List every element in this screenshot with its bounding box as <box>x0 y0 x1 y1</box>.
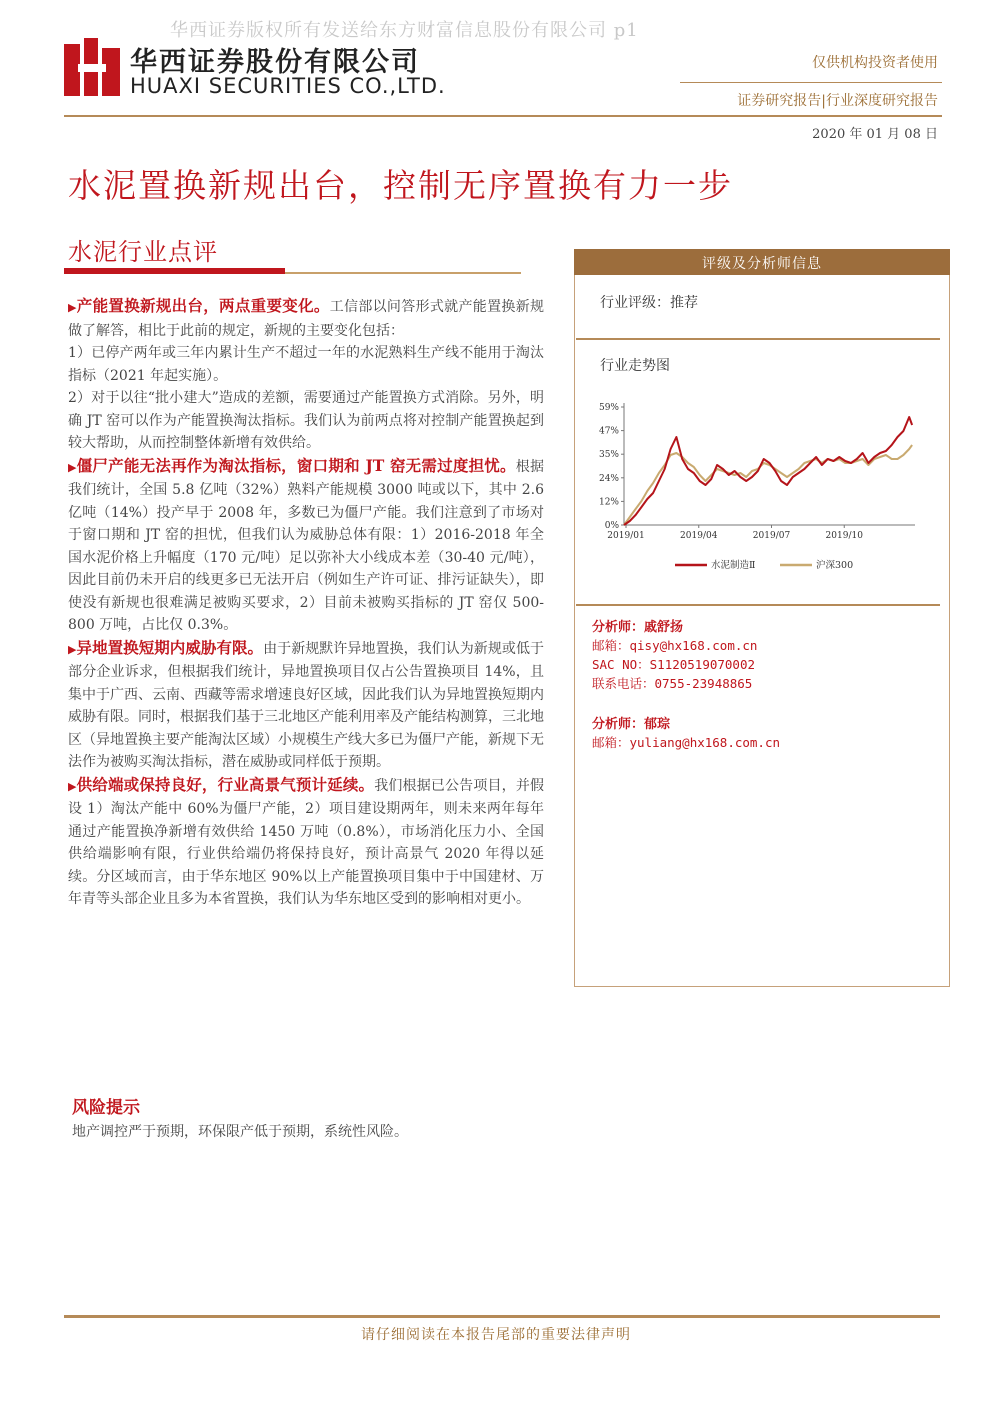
chart-y-tick-label: 59% <box>598 403 619 413</box>
footer-rule <box>64 1315 940 1318</box>
risk-title: 风险提示 <box>72 1098 140 1118</box>
paragraph-1-item-2: 2）对于以往“批小建大”造成的差额，需要通过产能置换方式消除。另外，明确 JT 窑可以作为产能置换淘汰指标。我们认为前两点将对控制产能置换起到较大帮助，从而控制整体新增有效供给。 <box>68 390 544 451</box>
analyst-email[interactable]: 邮箱：yuliang@hx168.com.cn <box>592 735 781 750</box>
chart-x-tick-label: 2019/04 <box>680 531 718 541</box>
analyst-sac-number: SAC NO：S1120519070002 <box>592 657 756 672</box>
risk-text: 地产调控严于预期，环保限产低于预期，系统性风险。 <box>72 1124 408 1140</box>
report-date: 2020 年 01 月 08 日 <box>812 127 938 142</box>
bullet-arrow-icon: ▶ <box>68 460 77 474</box>
industry-rating: 行业评级：推荐 <box>600 295 698 311</box>
page-title: 水泥置换新规出台，控制无序置换有力一步 <box>68 166 733 205</box>
audience-note: 仅供机构投资者使用 <box>812 55 938 71</box>
header-rule <box>64 115 942 117</box>
chart-y-tick-label: 12% <box>598 497 619 508</box>
paragraph-1 <box>68 295 544 342</box>
chart-y-tick-label: 24% <box>598 473 619 484</box>
footer-disclaimer: 请仔细阅读在本报告尾部的重要法律声明 <box>361 1327 631 1343</box>
paragraph-2 <box>68 455 544 637</box>
paragraph-3 <box>68 637 544 774</box>
chart-legend-label: 水泥制造Ⅱ <box>711 560 756 571</box>
paragraph-4 <box>68 774 544 911</box>
chart-y-tick-label: 35% <box>598 450 619 461</box>
analyst-name: 分析师：戚舒扬 <box>592 620 684 635</box>
trend-chart-title: 行业走势图 <box>600 358 670 374</box>
section-subtitle: 水泥行业点评 <box>68 238 218 266</box>
paragraph-1-item-1: 1）已停产两年或三年内累计生产不超过一年的水泥熟料生产线不能用于淘汰指标（2021 年起实施）。 <box>68 345 544 384</box>
company-logo-icon <box>64 38 120 96</box>
report-category: 证券研究报告|行业深度研究报告 <box>737 93 938 109</box>
paragraph-lead: 僵尸产能无法再作为淘汰指标，窗口期和 JT 窑无需过度担忧。 <box>76 455 516 475</box>
company-name-en: HUAXI SECURITIES CO.,LTD. <box>130 74 446 98</box>
paragraph-text: 工信部以问答形式就产能置换新规做了解答，相比于此前的规定，新规的主要变化包括： <box>68 299 544 339</box>
panel-header-text: 评级及分析师信息 <box>702 256 822 272</box>
chart-x-tick-label: 2019/07 <box>752 531 791 541</box>
chart-y-tick-label: 0% <box>604 521 619 531</box>
chart-y-tick-label: 47% <box>598 426 619 437</box>
panel-divider <box>576 604 940 606</box>
header-divider <box>680 82 942 83</box>
paragraph-text: 由于新规默许异地置换，我们认为新规或低于部分企业诉求，但根据我们统计，异地置换项目仅占公告置换项目 14%，且集中于广西、云南、西藏等需求增速良好区域，因此我们认为异地置换短期内威胁有限。同时，根据我们基于三北地区产能利用率及产能结构测算，三北地区（异地置换主要产能淘汰区域）小规模生产线大多已为僵尸产能，新规下无法作为被购买淘汰指标，潜在威胁或同样低于预期。 <box>68 640 544 770</box>
bullet-arrow-icon: ▶ <box>68 642 77 656</box>
subtitle-underline <box>64 268 285 274</box>
chart-legend-label: 沪深300 <box>816 560 854 571</box>
bullet-arrow-icon: ▶ <box>68 779 77 793</box>
company-name-cn: 华西证券股份有限公司 <box>130 47 420 78</box>
chart-x-tick-label: 2019/10 <box>825 531 863 541</box>
subtitle-underline-thin <box>285 272 521 274</box>
watermark: 华西证券版权所有发送给东方财富信息股份有限公司 p1 <box>170 20 639 41</box>
paragraph-lead: 供给端或保持良好，行业高景气预计延续。 <box>76 774 375 794</box>
analyst-email[interactable]: 邮箱：qisy@hx168.com.cn <box>592 638 758 653</box>
analyst-name: 分析师：郁琮 <box>592 717 671 732</box>
panel-divider <box>576 338 940 340</box>
body-text <box>68 295 544 911</box>
analyst-phone: 联系电话：0755-23948865 <box>592 676 753 691</box>
chart-x-tick-label: 2019/01 <box>607 531 645 541</box>
chart-series-line-0 <box>624 417 912 525</box>
paragraph-lead: 异地置换短期内威胁有限。 <box>76 637 264 657</box>
paragraph-text: 我们根据已公告项目，并假设 1）淘汰产能中 60%为僵尸产能，2）项目建设期两年，则未来两年每年通过产能置换净新增有效供给 1450 万吨（0.8%），市场消化压力小、全国供给端影响有限，行业供给端仍将保持良好，预计高景气 2020 年得以延续。分区域而言，由于华东地区 90%以上产能置换项目集中于中国建材、万年青等头部企业且多为本省置换，我们认为华东地区受到的影响相对更小。 <box>68 777 544 907</box>
paragraph-text: 根据我们统计，全国 5.8 亿吨（32%）熟料产能规模 3000 吨或以下，其中 2.6 亿吨（14%）投产早于 2008 年，多数已为僵尸产能。我们注意到了市场对于窗口期和 JT 窑的担忧，但我们认为威胁总体有限：1）2016-2018 年全国水泥价格上升幅度（170 元/吨）足以弥补大小线成本差（30-40 元/吨），因此目前仍未开启的线更多已无法开启（例如生产许可证、排污证缺失），即使没有新规也很难满足被购买要求，2）目前未被购买指标的 JT 窑仅 500-800 万吨，占比仅 0.3%。 <box>68 458 545 633</box>
industry-trend-chart <box>590 395 930 585</box>
bullet-arrow-icon: ▶ <box>68 301 77 314</box>
paragraph-lead: 产能置换新规出台，两点重要变化。 <box>76 296 330 315</box>
